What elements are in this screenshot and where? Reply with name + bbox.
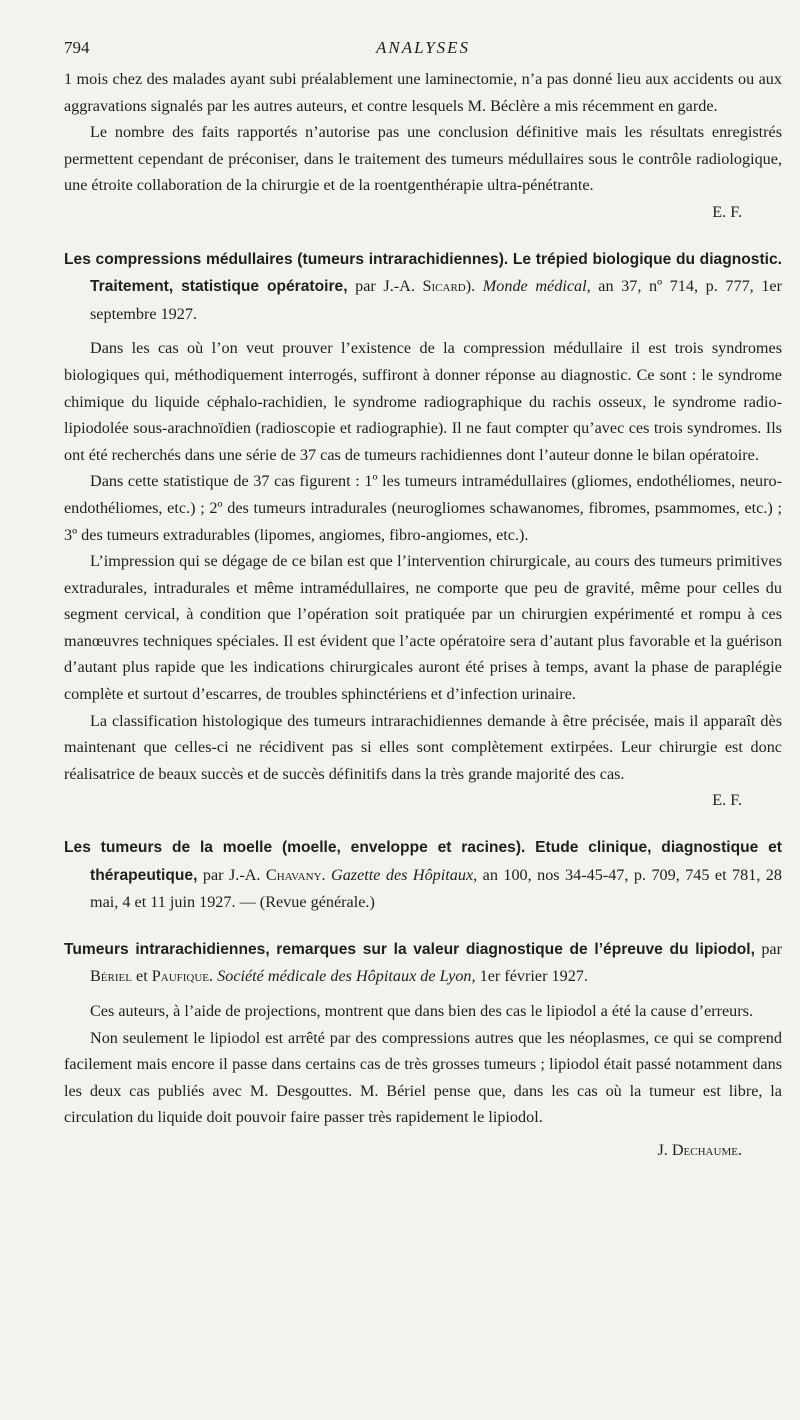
signature [64,1137,782,1164]
signature [64,787,782,814]
article-heading [64,246,782,328]
continued-paragraph: 1 mois chez des malades ayant subi préalablement une laminectomie, n’a pas donné lieu aux accidents ou aux aggravations signalés par les autres auteurs, et contre lesquels M. Béclère a mis récemment en garde. [64,70,782,115]
author-name-2: Paufique [151,967,210,986]
article-heading [64,834,782,916]
journal-name: Gazette des Hôpitaux, [331,865,478,884]
author-name: Bériel [90,967,132,986]
article-paragraph: La classification histologique des tumeurs intrarachidiennes demande à être précisée, mais il apparaît dès maintenant que celles-ci ne récidivent pas si elles sont complètement extirpées. Leur chirurgie est donc réalisatrice de beaux succès et de succès définitifs dans la très grande majorité des cas. [64,711,782,783]
page-number: 794 [64,38,90,57]
article-beriel [64,936,782,1164]
article-heading [64,936,782,990]
signature-text: E. F. [712,791,742,810]
article-paragraph: Dans cette statistique de 37 cas figurent : 1º les tumeurs intramédullaires (gliomes, endothéliomes, neuro-endothéliomes, etc.) ; 2º des tumeurs intradurales (neurogliomes schawanomes, fibromes, psammomes, etc.) ; 3º des tumeurs extradurables (lipomes, angiomes, fibro-angiomes, etc.). [64,472,782,544]
continued-paragraph-2: Le nombre des faits rapportés n’autorise pas une conclusion définitive mais les résultats enregistrés permettent cependant de préconiser, dans le traitement des tumeurs médullaires sous le contrôle radiologique, une étroite collaboration de la chirurgie et de la roentgenthérapie ultra-pénétrante. [64,123,782,195]
article-paragraph: Dans les cas où l’on veut prouver l’existence de la compression médullaire il est trois syndromes biologiques qui, méthodiquement interrogés, suffiront à donner réponse au diagnostic. Ce sont : le syndrome chimique du liquide céphalo-rachidien, le syndrome radiographique du rachis osseux, le syndrome radio-lipiodolée sous-arachnoïdien (radioscopie et radiographie). Il ne faut compter qu’avec ces trois syndromes. Ils ont été recherchés dans une série de 37 cas de tumeurs rachidiennes dont l’auteur donne le bilan opératoire. [64,339,782,464]
reference-details: 1er février 1927. [475,967,588,986]
journal-name: Société médicale des Hôpitaux de Lyon, [217,967,476,986]
article-paragraph: Non seulement le lipiodol est arrêté par des compressions autres que les néoplasmes, ce qui se comprend facilement mais encore il passe dans certains cas de très grosses tumeurs ; lipiodol était passé notamment dans les deux cas publiés avec M. Desgouttes. M. Bériel pense que, dans les cas où la tumeur est libre, la circulation du liquide doit pouvoir faire passer très rapidement le lipiodol. [64,1028,782,1127]
byline: par J.-A. [197,865,266,884]
page-header [64,38,782,66]
article-paragraph: Ces auteurs, à l’aide de projections, montrent que dans bien des cas le lipiodol a été la cause d’erreurs. [90,1002,753,1020]
byline-and: et [131,967,152,986]
article-chavany [64,834,782,916]
reference-details: an 100, nos 34-45-47, p. 709, 745 et 781, 28 mai, 4 et 11 juin 1927. — (Revue générale.) [90,865,782,912]
author-name: Sicard [422,277,466,296]
article-title: Tumeurs intrarachidiennes, remarques sur la valeur diagnostique de l’épreuve du lipiodol, [64,940,755,958]
page-content [64,66,782,1164]
journal-name: Monde médical, [482,277,591,296]
article-title: Les compressions médullaires (tumeurs intrarachidiennes). Le trépied biologique du diagnostic. Traitement, statistique opératoire, [64,250,782,296]
byline-close: ). [465,277,476,296]
running-head: ANALYSES [375,38,471,57]
byline-sep: . [321,865,331,884]
article-title: Les tumeurs de la moelle (moelle, enveloppe et racines). Etude clinique, diagnostique et thérapeutique, [64,839,782,884]
byline: par [754,939,782,958]
byline: par J.-A. [347,277,423,296]
article-sicard [64,246,782,814]
signature [64,199,782,226]
byline-sep: . [209,967,218,986]
signature-text: E. F. [712,202,742,221]
author-name: Chavany [265,865,322,884]
signature-text: J. Dechaume. [657,1140,742,1159]
article-paragraph: L’impression qui se dégage de ce bilan est que l’intervention chirurgicale, au cours des tumeurs primitives extradurales, intradurales et même intramédullaires, ne comporte que peu de gravité, même pour celles du segment cervical, à condition que l’opération soit pratiquée par un chirurgien expérimenté et rompu à ces manœuvres techniques spéciales. Il est évident que l’acte opératoire sera d’autant plus favorable et la guérison d’autant plus rapide que les indications chirurgicales auront été prises à temps, avant la phase de paraplégie complète et surtout d’escarres, de troubles sphinctériens et d’infection urinaire. [64,552,782,704]
reference-details: an 37, nº 714, p. 777, 1er septembre 1927. [90,277,782,323]
